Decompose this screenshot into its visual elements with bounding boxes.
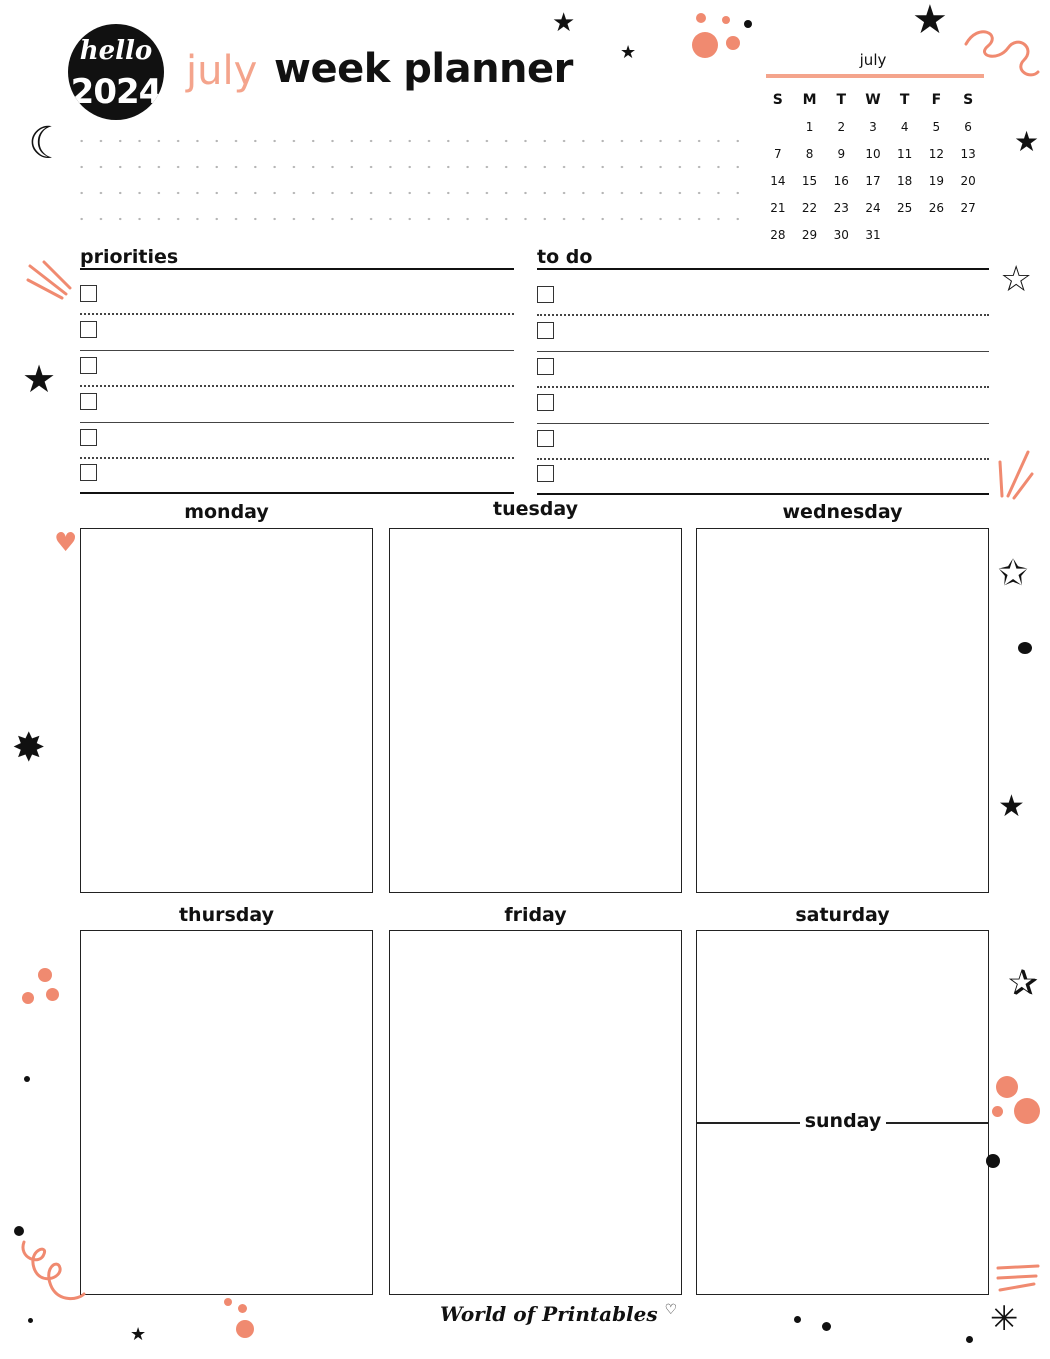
friday-box[interactable]: [389, 930, 682, 1295]
black-dot-icon: [794, 1316, 801, 1323]
black-dot-icon: [966, 1336, 973, 1343]
todo-checkbox[interactable]: [537, 358, 554, 375]
mini-calendar-month: july: [859, 51, 887, 69]
coral-dot-icon: [696, 13, 706, 23]
coral-dot-icon: [722, 16, 730, 24]
black-dot-icon: [14, 1226, 24, 1236]
badge-year-text: 2024: [70, 72, 162, 112]
calendar-day: 3: [869, 119, 877, 134]
weekday-label: W: [865, 91, 881, 108]
friday-label: friday: [504, 904, 567, 926]
star-icon: ★: [998, 789, 1025, 824]
todo-row: [537, 316, 989, 352]
priority-checkbox[interactable]: [80, 429, 97, 446]
black-dot-icon: [28, 1318, 33, 1323]
mini-calendar: [762, 48, 984, 248]
coral-dot-icon: [692, 32, 718, 58]
brand-footer: [440, 1302, 677, 1326]
calendar-day: 31: [865, 227, 881, 242]
weekday-label: S: [772, 91, 783, 108]
priority-checkbox[interactable]: [80, 464, 97, 481]
calendar-day: [921, 221, 953, 248]
priority-row: [80, 315, 514, 351]
priority-checkbox[interactable]: [80, 285, 97, 302]
thursday-label: thursday: [178, 904, 275, 926]
outline-star-icon: ✰: [1008, 963, 1039, 1004]
weekday-header-row: [762, 86, 984, 113]
star-icon: ★: [620, 42, 637, 63]
star-icon: ★: [22, 357, 57, 401]
star-icon: ✸: [12, 725, 46, 771]
coral-dot-icon: [992, 1106, 1003, 1117]
todo-checkbox[interactable]: [537, 430, 554, 447]
coral-dot-icon: [38, 968, 52, 982]
calendar-day: 14: [770, 173, 786, 188]
black-dot-icon: [822, 1322, 831, 1331]
coral-dot-icon: [238, 1304, 247, 1313]
calendar-day: 22: [801, 200, 818, 215]
calendar-week-row: [762, 167, 984, 194]
brand-name: World of Printables: [440, 1302, 658, 1326]
priority-row: [80, 423, 514, 459]
outline-star-icon: ✩: [998, 553, 1029, 594]
black-dot-icon: [744, 20, 752, 28]
todo-checkbox[interactable]: [537, 286, 554, 303]
calendar-day: 7: [774, 146, 782, 161]
calendar-day: 5: [932, 119, 941, 134]
calendar-day: [889, 221, 921, 248]
coral-dot-icon: [22, 992, 34, 1004]
calendar-day: 13: [960, 146, 976, 161]
todo-checkbox[interactable]: [537, 322, 554, 339]
star-icon: ★: [130, 1324, 147, 1345]
black-dot-icon: [1018, 642, 1032, 654]
todo-checkbox[interactable]: [537, 394, 554, 411]
todo-row: [537, 388, 989, 424]
page-title: week planner: [274, 46, 573, 92]
todo-section: [537, 246, 989, 488]
star-icon: ★: [552, 8, 576, 38]
priority-row: [80, 387, 514, 423]
calendar-day: 10: [865, 146, 881, 161]
calendar-day: 28: [770, 227, 786, 242]
sparkle-lines-icon: [996, 444, 1036, 502]
todo-row: [537, 280, 989, 316]
weekday-label: T: [836, 91, 847, 108]
todo-row: [537, 459, 989, 495]
black-dot-icon: [24, 1076, 30, 1082]
calendar-day: 15: [801, 173, 818, 188]
sparkle-lines-icon: [994, 1262, 1042, 1296]
todo-checkbox[interactable]: [537, 465, 554, 482]
priority-row: [80, 351, 514, 387]
priorities-title: priorities: [80, 246, 179, 268]
mini-calendar-grid: [762, 86, 984, 248]
sparkle-icon: ✳: [990, 1299, 1019, 1339]
outline-star-icon: ☆: [1000, 259, 1033, 300]
priorities-title-rule: [80, 268, 514, 270]
calendar-day: 18: [897, 173, 913, 188]
badge-hello-text: hello: [79, 36, 153, 66]
calendar-day: 27: [960, 200, 976, 215]
tuesday-box[interactable]: [389, 528, 682, 893]
todo-row: [537, 424, 989, 460]
wednesday-label: wednesday: [782, 501, 903, 523]
weekday-label: T: [899, 91, 910, 108]
sparkle-lines-icon: [26, 260, 74, 302]
coral-dot-icon: [46, 988, 59, 1001]
heart-icon: ♥: [54, 528, 78, 558]
todo-title-rule: [537, 268, 989, 270]
todo-row: [537, 352, 989, 388]
calendar-week-row: [762, 140, 984, 167]
priority-row: [80, 279, 514, 315]
calendar-day: 20: [960, 173, 976, 188]
weekday-label: M: [802, 91, 817, 108]
calendar-day: 17: [865, 173, 881, 188]
calendar-day: 21: [770, 200, 786, 215]
moon-icon: ☾: [28, 118, 68, 169]
coral-dot-icon: [1014, 1098, 1040, 1124]
weekday-label: F: [931, 91, 942, 108]
coral-dot-icon: [726, 36, 740, 50]
calendar-day: [952, 221, 984, 248]
calendar-day: 30: [833, 227, 849, 242]
priority-checkbox[interactable]: [80, 321, 97, 338]
calendar-day: 8: [805, 146, 814, 161]
calendar-day: 11: [897, 146, 913, 161]
calendar-day: 26: [928, 200, 944, 215]
calendar-day: 6: [964, 119, 972, 134]
calendar-day: 12: [928, 146, 944, 161]
black-dot-icon: [986, 1154, 1000, 1168]
priority-row: [80, 458, 514, 494]
swirl-icon: [18, 1238, 90, 1310]
monday-label: monday: [184, 501, 269, 523]
calendar-day: 19: [928, 173, 944, 188]
heart-outline-icon: ♡: [664, 1302, 678, 1318]
coral-dot-icon: [996, 1076, 1018, 1098]
calendar-day: 29: [801, 227, 818, 242]
calendar-day: 1: [805, 119, 814, 134]
weekday-label: S: [963, 91, 974, 108]
calendar-day: 23: [833, 200, 849, 215]
todo-title: to do: [537, 246, 593, 268]
title-month: july: [186, 48, 258, 94]
dot-grid-notes-area[interactable]: [72, 128, 748, 238]
mini-calendar-rule: [766, 74, 984, 78]
calendar-day: 16: [833, 173, 849, 188]
row-divider: [80, 492, 514, 494]
hello-2024-badge: [68, 24, 164, 120]
thursday-box[interactable]: [80, 930, 373, 1295]
calendar-week-row: [762, 113, 984, 140]
calendar-day: 9: [837, 146, 846, 161]
star-icon: ★: [1014, 125, 1040, 158]
calendar-day: 24: [865, 200, 881, 215]
priority-checkbox[interactable]: [80, 393, 97, 410]
coral-dot-icon: [236, 1320, 254, 1338]
wednesday-box[interactable]: [696, 528, 989, 893]
calendar-week-row: [762, 221, 984, 248]
tuesday-label: tuesday: [492, 498, 579, 520]
calendar-day: [762, 113, 794, 140]
saturday-label: saturday: [795, 904, 890, 926]
priority-checkbox[interactable]: [80, 357, 97, 374]
star-icon: ★: [912, 0, 948, 43]
calendar-day: 4: [900, 119, 909, 134]
calendar-week-row: [762, 194, 984, 221]
calendar-day: 25: [897, 200, 913, 215]
coral-dot-icon: [224, 1298, 232, 1306]
monday-box[interactable]: [80, 528, 373, 893]
row-divider: [537, 493, 989, 495]
sunday-label: sunday: [800, 1110, 886, 1132]
calendar-day: 2: [837, 119, 846, 134]
swirl-icon: [958, 22, 1042, 94]
priorities-section: [80, 246, 514, 488]
